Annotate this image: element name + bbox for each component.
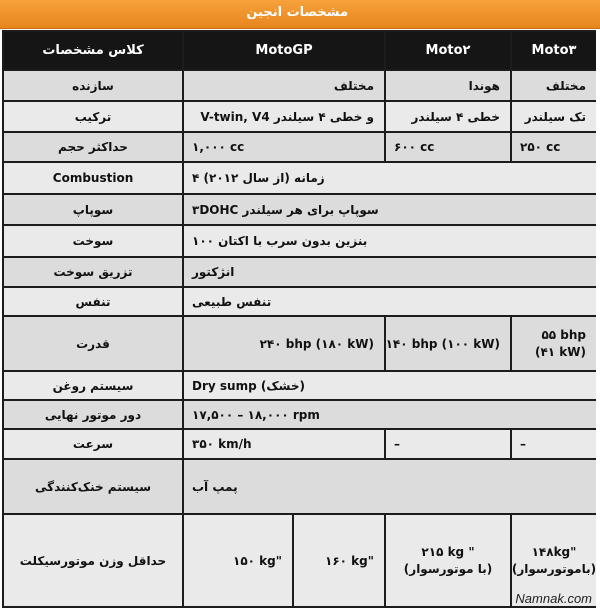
row-rpm-value: ۱۷,۵۰۰ – ۱۸,۰۰۰ rpm [184, 401, 596, 428]
row-combustion-value: ۴ زمانه (از سال ۲۰۱۲) [184, 163, 596, 193]
row-maker-moto2: هوندا [386, 71, 510, 100]
header-motogp: MotoGP [184, 32, 384, 69]
row-min-weight-motogp-b: ۱۶۰ kg" [294, 515, 384, 606]
row-min-weight-moto2-line1: ۲۱۵ kg " [421, 544, 475, 559]
row-config-moto2: خطی ۴ سیلندر [386, 102, 510, 131]
watermark: Namnak.com [515, 591, 592, 606]
row-power-moto2: ۱۴۰ bhp (۱۰۰ kW) [386, 317, 510, 370]
row-oil-system-label: سیستم روغن [4, 372, 182, 399]
row-valve-label: سوپاپ [4, 195, 182, 224]
row-min-weight-moto2 [386, 515, 510, 606]
spec-table [2, 30, 596, 608]
row-breathing-value: تنفس طبیعی [184, 288, 596, 315]
row-fuel-value: بنزین بدون سرب با اکتان ۱۰۰ [184, 226, 596, 256]
row-max-volume-motogp: ۱,۰۰۰ cc [184, 133, 384, 161]
row-maker-moto3: مختلف [512, 71, 596, 100]
row-min-weight-moto2-line2: (با موتورسوار) [403, 561, 493, 576]
row-power-motogp: ۲۴۰ bhp (۱۸۰ kW) [184, 317, 384, 370]
title-bar [0, 0, 600, 29]
row-speed-moto3: – [512, 430, 596, 458]
row-max-volume-label: حداکثر حجم [4, 133, 182, 161]
header-class-label: کلاس مشخصات [4, 32, 182, 69]
row-maker-label: سازنده [4, 71, 182, 100]
table-title: مشخصات انجین [246, 5, 348, 20]
row-min-weight-label: حداقل وزن موتورسیکلت [4, 515, 182, 606]
row-min-weight-moto3-line1: ۱۴۸kg" [531, 544, 577, 559]
row-min-weight-moto3-line2: (باموتورسوار) [512, 561, 596, 576]
row-max-volume-moto2: ۶۰۰ cc [386, 133, 510, 161]
row-valve-value: ۳DOHC سوپاپ برای هر سیلندر [184, 195, 596, 224]
row-config-moto3: تک سیلندر [512, 102, 596, 131]
row-fuel-injection-label: تزریق سوخت [4, 258, 182, 286]
row-power-moto3 [512, 317, 596, 370]
row-rpm-label: دور موتور نهایی [4, 401, 182, 428]
row-config-label: ترکیب [4, 102, 182, 131]
row-fuel-label: سوخت [4, 226, 182, 256]
row-config-motogp: V-twin, V4 و خطی ۴ سیلندر [184, 102, 384, 131]
row-maker-motogp: مختلف [184, 71, 384, 100]
row-power-moto3-line2: (۴۱ kW) [534, 344, 586, 359]
header-moto2: Moto۲ [386, 32, 510, 69]
row-cooling-value: پمپ آب [184, 460, 596, 513]
row-max-volume-moto3: ۲۵۰ cc [512, 133, 596, 161]
row-speed-moto2: – [386, 430, 510, 458]
row-power-label: قدرت [4, 317, 182, 370]
row-combustion-label: Combustion [4, 163, 182, 193]
header-moto3: Moto۳ [512, 32, 596, 69]
row-speed-motogp: ۳۵۰ km/h [184, 430, 384, 458]
row-cooling-label: سیستم خنک‌کنندگی [4, 460, 182, 513]
row-speed-label: سرعت [4, 430, 182, 458]
row-min-weight-motogp-a: ۱۵۰ kg" [184, 515, 292, 606]
row-fuel-injection-value: انژکتور [184, 258, 596, 286]
row-power-moto3-line1: ۵۵ bhp [541, 327, 586, 342]
row-breathing-label: تنفس [4, 288, 182, 315]
row-oil-system-value: Dry sump (خشک) [184, 372, 596, 399]
